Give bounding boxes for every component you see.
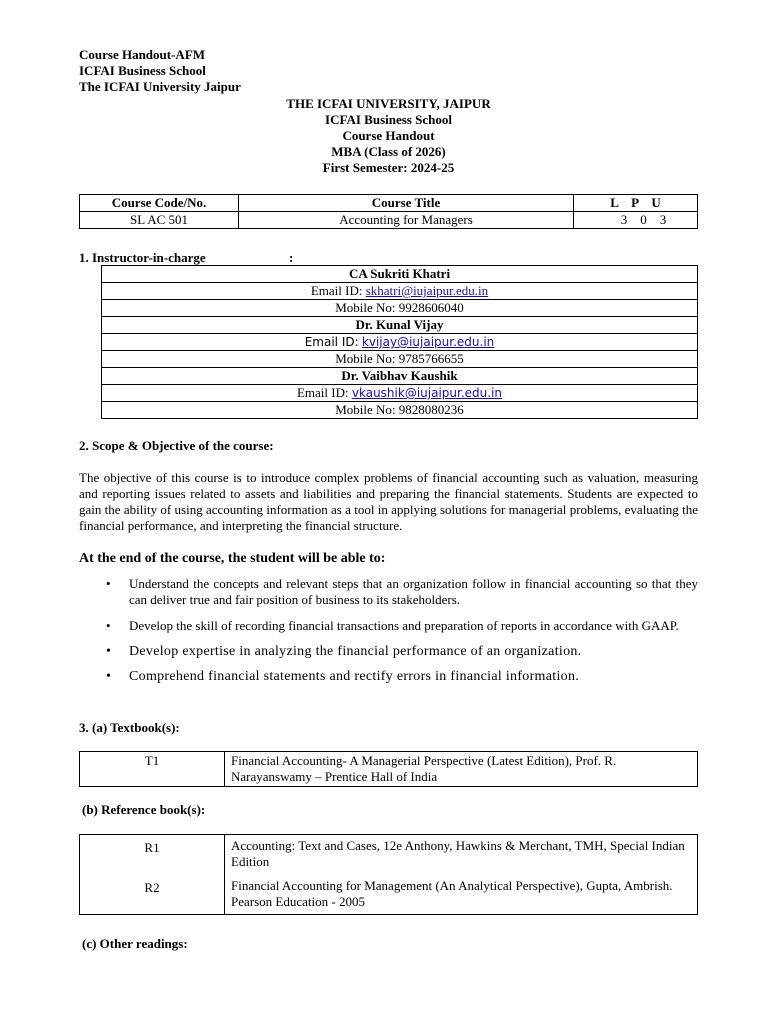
reference-text: Accounting: Text and Cases, 12e Anthony, Hawkins & Merchant, TMH, Special Indian Edition xyxy=(231,838,685,869)
instructor-email-row xyxy=(102,283,698,300)
header-line-2: ICFAI Business School xyxy=(79,63,206,78)
list-item xyxy=(100,576,698,608)
bullet-icon: • xyxy=(106,669,112,684)
list-item-text: Comprehend financial statements and rectify errors in financial information. xyxy=(129,669,580,684)
bullet-icon: • xyxy=(106,576,111,591)
outcomes-list xyxy=(100,576,698,685)
semester-title: First Semester: 2024-25 xyxy=(322,160,455,175)
program-title: MBA (Class of 2026) xyxy=(331,144,446,159)
list-item-text: Understand the concepts and relevant steps that an organization follow in financial accounting so that they can deliver true and fair position of business to its stakeholders. xyxy=(129,576,698,607)
email-link[interactable]: vkaushik@iujaipur.edu.in xyxy=(351,386,503,400)
table-row xyxy=(80,752,698,787)
instructor-table xyxy=(101,265,698,419)
list-item xyxy=(100,668,698,685)
email-label: Email ID: xyxy=(310,283,363,298)
scope-heading: 2. Scope & Objective of the course: xyxy=(79,438,274,453)
instructor-email-row xyxy=(102,334,698,351)
instructor-mobile: Mobile No: 9828080236 xyxy=(102,402,698,419)
list-item-text: Develop expertise in analyzing the financial performance of an organization. xyxy=(129,644,582,659)
table-row xyxy=(80,212,698,229)
instructor-mobile: Mobile No: 9928606040 xyxy=(102,300,698,317)
header-lpu: L P U xyxy=(574,195,698,212)
textbook-code: T1 xyxy=(80,752,225,787)
course-code: SL AC 501 xyxy=(80,212,239,229)
reference-texts xyxy=(225,835,698,915)
reference-code: R1 xyxy=(144,840,160,855)
bullet-icon: • xyxy=(106,618,111,633)
document-title: Course Handout xyxy=(342,128,435,143)
table-row xyxy=(80,835,698,915)
header-block xyxy=(79,47,241,95)
course-lpu: 3 0 3 xyxy=(574,212,698,229)
reference-table xyxy=(79,834,698,915)
other-readings-heading: (c) Other readings: xyxy=(82,936,188,951)
table-header-row xyxy=(80,195,698,212)
instructor-colon: : xyxy=(289,250,294,265)
email-link[interactable]: skhatri@iujaipur.edu.in xyxy=(365,283,489,298)
textbook-heading: 3. (a) Textbook(s): xyxy=(79,720,180,735)
email-label: Email ID: xyxy=(296,385,349,400)
email-label: Email ID: xyxy=(304,335,359,349)
outcomes-heading: At the end of the course, the student will be able to: xyxy=(79,551,386,566)
scope-paragraph: The objective of this course is to introduce complex problems of financial accounting such as valuation, measuring and reporting issues related to assets and liabilities and preparing the financial statements. Students are expected to gain the ability of using accounting information as a tool in applying solutions for managerial problems, evaluating the financial performance, and interpreting the financial structure. xyxy=(79,470,698,533)
instructor-name: Dr. Vaibhav Kaushik xyxy=(102,368,698,385)
header-line-3: The ICFAI University Jaipur xyxy=(79,79,241,94)
reference-heading: (b) Reference book(s): xyxy=(82,802,206,817)
header-course-code: Course Code/No. xyxy=(80,195,239,212)
header-course-title: Course Title xyxy=(239,195,574,212)
reference-text: Financial Accounting for Management (An Analytical Perspective), Gupta, Ambrish. Pearson Education - 2005 xyxy=(231,878,673,909)
textbook-text: Financial Accounting- A Managerial Perspective (Latest Edition), Prof. R. Narayanswamy – Prentice Hall of India xyxy=(225,752,698,787)
reference-code: R2 xyxy=(144,880,160,895)
bullet-icon: • xyxy=(106,644,112,659)
email-link[interactable]: kvijay@iujaipur.edu.in xyxy=(361,335,495,349)
title-block xyxy=(79,96,698,176)
instructor-heading: 1. Instructor-in-charge xyxy=(79,250,206,265)
header-line-1: Course Handout-AFM xyxy=(79,47,206,62)
instructor-mobile: Mobile No: 9785766655 xyxy=(102,351,698,368)
instructor-email-row xyxy=(102,385,698,402)
textbook-table xyxy=(79,751,698,787)
reference-codes xyxy=(80,835,225,915)
instructor-name: Dr. Kunal Vijay xyxy=(102,317,698,334)
list-item-text: Develop the skill of recording financial transactions and preparation of reports in accordance with GAAP. xyxy=(129,618,679,633)
university-title: THE ICFAI UNIVERSITY, JAIPUR xyxy=(286,96,491,111)
school-title: ICFAI Business School xyxy=(325,112,452,127)
course-title: Accounting for Managers xyxy=(239,212,574,229)
course-table xyxy=(79,194,698,229)
instructor-name: CA Sukriti Khatri xyxy=(102,266,698,283)
list-item xyxy=(100,618,698,634)
list-item xyxy=(100,643,698,660)
